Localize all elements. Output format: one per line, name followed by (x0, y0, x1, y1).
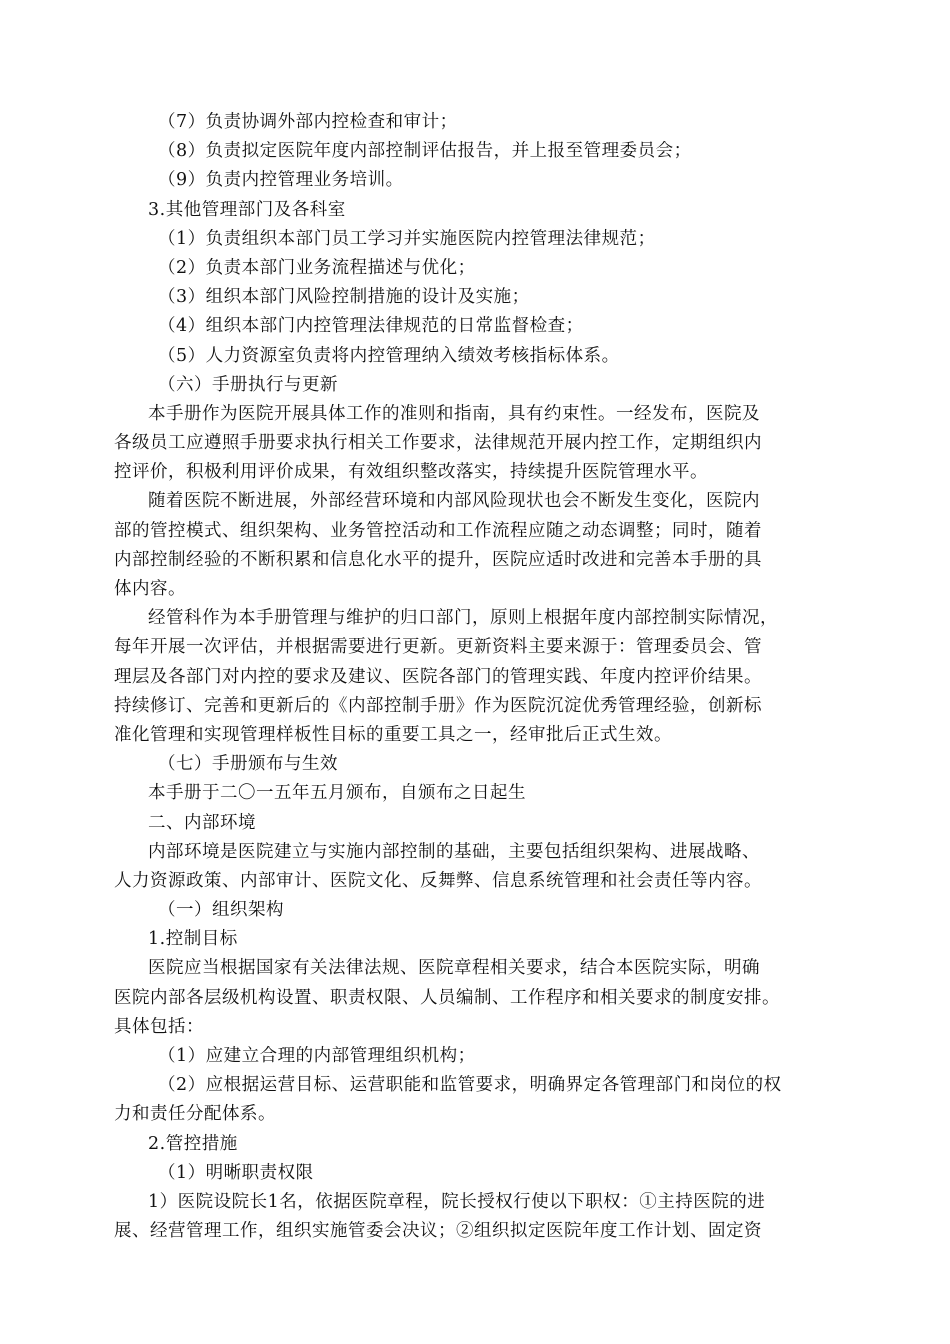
subsection-heading: 1.控制目标 (148, 929, 238, 950)
text-line: 理层及各部门对内控的要求及建议、医院各部门的管理实践、年度内控评价结果。 (114, 666, 762, 687)
text-line: （9）负责内控管理业务培训。 (158, 170, 404, 191)
document-body (114, 108, 850, 1246)
text-line: 内部控制经验的不断积累和信息化水平的提升，医院应适时改进和完善本手册的具 (114, 549, 762, 570)
text-line: 展、经营管理工作，组织实施管委会决议；②组织拟定医院年度工作计划、固定资 (114, 1221, 762, 1242)
text-line: 医院应当根据国家有关法律法规、医院章程相关要求，结合本医院实际，明确 (148, 958, 760, 979)
text-line: 本手册于二〇一五年五月颁布，自颁布之日起生 (148, 783, 526, 804)
subsection-heading: 2.管控措施 (148, 1133, 238, 1154)
text-line: （5）人力资源室负责将内控管理纳入绩效考核指标体系。 (158, 345, 620, 366)
text-line: 力和责任分配体系。 (114, 1104, 276, 1125)
section-heading: 3.其他管理部门及各科室 (148, 199, 346, 220)
text-line: （1）负责组织本部门员工学习并实施医院内控管理法律规范； (158, 228, 656, 249)
text-line: 1）医院设院长1名，依据医院章程，院长授权行使以下职权：①主持医院的进 (148, 1191, 766, 1212)
text-line: 控评价，积极利用评价成果，有效组织整改落实，持续提升医院管理水平。 (114, 462, 708, 483)
text-line: 每年开展一次评估，并根据需要进行更新。更新资料主要来源于：管理委员会、管 (114, 637, 762, 658)
chapter-heading: 二、内部环境 (148, 812, 256, 833)
text-line: 部的管控模式、组织架构、业务管控活动和工作流程应随之动态调整；同时，随着 (114, 520, 762, 541)
text-line: 准化管理和实现管理样板性目标的重要工具之一，经审批后正式生效。 (114, 724, 672, 745)
text-line: （1）明晰职责权限 (158, 1162, 314, 1183)
text-line: （4）组织本部门内控管理法律规范的日常监督检查； (158, 316, 584, 337)
text-line: 本手册作为医院开展具体工作的准则和指南，具有约束性。一经发布，医院及 (148, 403, 760, 424)
text-line: 各级员工应遵照手册要求执行相关工作要求，法律规范开展内控工作，定期组织内 (114, 433, 762, 454)
text-line: （1）应建立合理的内部管理组织机构； (158, 1046, 476, 1066)
text-line: 内部环境是医院建立与实施内部控制的基础，主要包括组织架构、进展战略、 (148, 841, 760, 862)
text-line: 随着医院不断进展，外部经营环境和内部风险现状也会不断发生变化，医院内 (148, 491, 760, 512)
text-line: 具体包括： (114, 1016, 204, 1037)
text-line: 医院内部各层级机构设置、职责权限、人员编制、工作程序和相关要求的制度安排。 (114, 987, 780, 1008)
section-heading: （七）手册颁布与生效 (158, 754, 338, 775)
text-line: （8）负责拟定医院年度内部控制评估报告，并上报至管理委员会； (158, 141, 692, 162)
text-line: 人力资源政策、内部审计、医院文化、反舞弊、信息系统管理和社会责任等内容。 (114, 870, 762, 891)
text-line: （3）组织本部门风险控制措施的设计及实施； (158, 287, 530, 308)
section-heading: （六）手册执行与更新 (158, 374, 338, 395)
text-line: 体内容。 (114, 579, 186, 599)
text-line: （2）应根据运营目标、运营职能和监管要求，明确界定各管理部门和岗位的权 (158, 1075, 782, 1096)
text-line: （2）负责本部门业务流程描述与优化； (158, 257, 476, 278)
text-line: 经管科作为本手册管理与维护的归口部门，原则上根据年度内部控制实际情况， (148, 608, 778, 629)
section-heading: （一）组织架构 (158, 900, 284, 921)
text-line: 持续修订、完善和更新后的《内部控制手册》作为医院沉淀优秀管理经验，创新标 (114, 695, 762, 716)
text-line: （7）负责协调外部内控检查和审计； (158, 112, 458, 132)
